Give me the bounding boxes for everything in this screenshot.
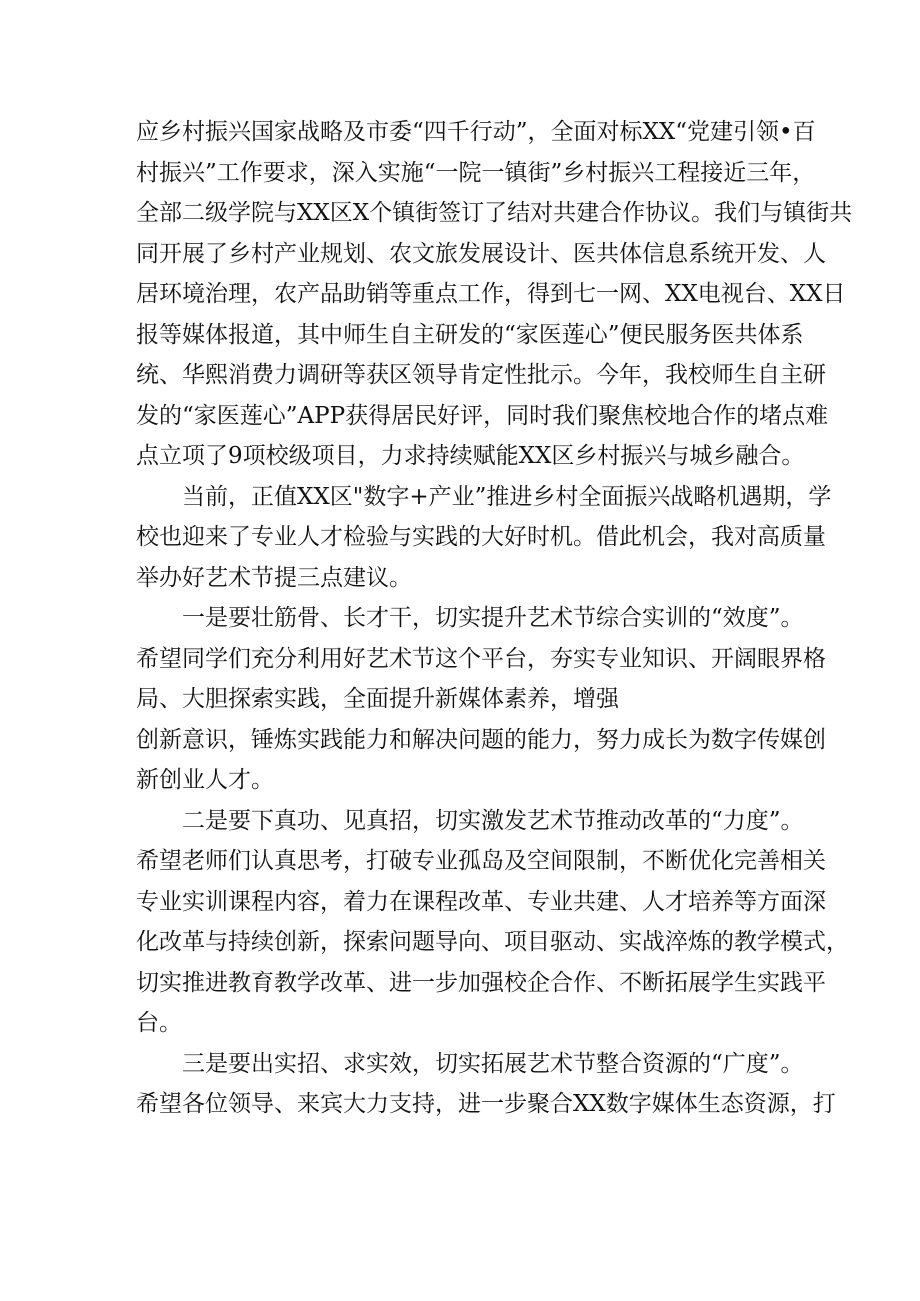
text-line: 应乡村振兴国家战略及市委“四千行动”，全面对标XX“党建引领•百 [136, 119, 816, 145]
text-line: 局、大胆探索实践，全面提升新媒体素养，增强 [136, 686, 619, 712]
text-line: 化改革与持续创新，探索问题导向、项目驱动、实战淬炼的教学模式， [136, 929, 849, 955]
text-line: 希望各位领导、来宾大力支持，进一步聚合XX数字媒体生态资源，打 [136, 1091, 836, 1117]
text-line: 全部二级学院与XX区X个镇街签订了结对共建合作协议。我们与镇街共 [136, 200, 853, 226]
text-line: 新创业人才。 [136, 767, 274, 793]
text-line: 切实推进教育教学改革、进一步加强校企合作、不断拓展学生实践平 [136, 969, 826, 996]
text-line: 居环境治理，农产品助销等重点工作，得到七一网、XX电视台、XX日 [136, 281, 846, 307]
text-line: 举办好艺术节提三点建议。 [136, 564, 412, 591]
text-line: 希望老师们认真思考，打破专业孤岛及空间限制，不断优化完善相关 [136, 848, 826, 874]
text-line: 创新意识，锤炼实践能力和解决问题的能力，努力成长为数字传媒创 [136, 726, 826, 753]
text-line: 当前，正值XX区"数字+产业”推进乡村全面振兴战略机遇期，学 [182, 483, 832, 510]
document-body [136, 112, 853, 1125]
text-line: 点立项了9项校级项目，力求持续赋能XX区乡村振兴与城乡融合。 [136, 443, 805, 469]
text-line: 三是要出实招、求实效，切实拓展艺术节整合资源的“广度”。 [182, 1050, 804, 1077]
text-line: 专业实训课程内容，着力在课程改革、专业共建、人才培养等方面深 [136, 888, 826, 915]
text-line: 发的“家医莲心”APP获得居民好评，同时我们聚焦校地合作的堵点难 [136, 402, 829, 429]
text-line: 台。 [136, 1010, 182, 1036]
text-line: 二是要下真功、见真招，切实激发艺术节推动改革的“力度”。 [182, 807, 804, 834]
text-line: 希望同学们充分利用好艺术节这个平台，夯实专业知识、开阔眼界格 [136, 645, 826, 672]
text-line: 一是要壮筋骨、长才干，切实提升艺术节综合实训的“效度”。 [182, 605, 804, 631]
text-line: 村振兴”工作要求，深入实施“一院一镇街”乡村振兴工程接近三年， [136, 159, 816, 186]
text-line: 统、华熙消费力调研等获区领导肯定性批示。今年，我校师生自主研 [136, 362, 826, 388]
text-line: 同开展了乡村产业规划、农文旅发展设计、医共体信息系统开发、人 [136, 240, 826, 267]
text-line: 校也迎来了专业人才检验与实践的大好时机。借此机会，我对高质量 [136, 524, 826, 550]
text-line: 报等媒体报道，其中师生自主研发的“家医莲心”便民服务医共体系 [136, 321, 804, 348]
